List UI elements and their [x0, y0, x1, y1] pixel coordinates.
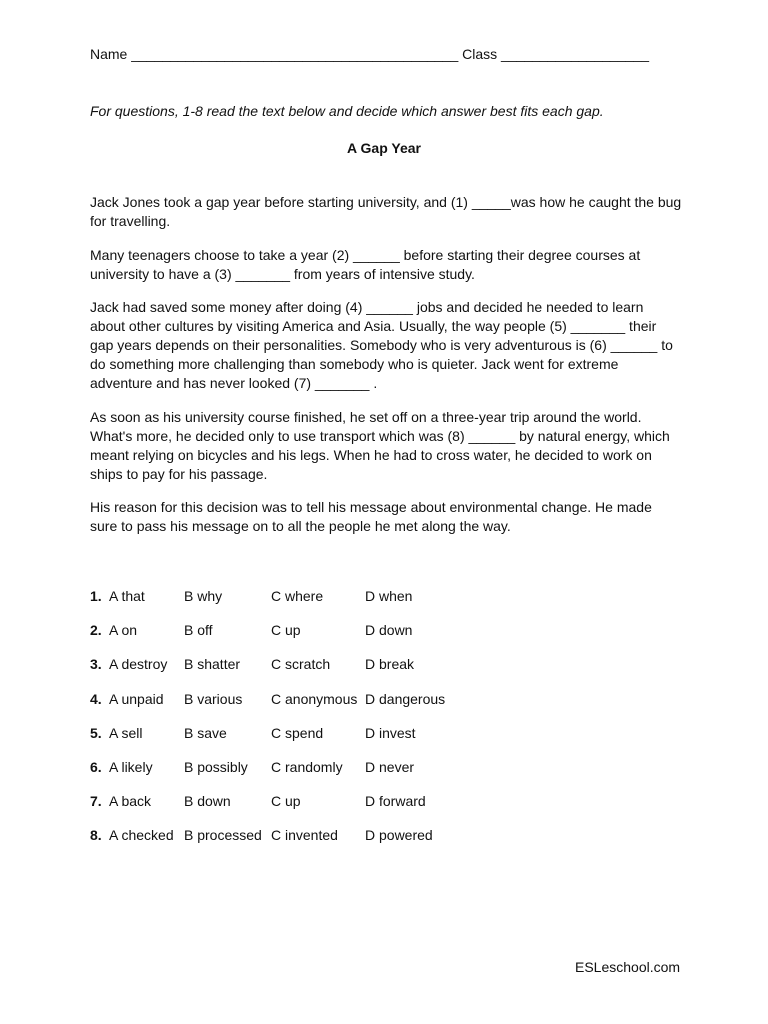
option-c: C scratch	[271, 656, 331, 673]
passage-paragraph: His reason for this decision was to tell his message about environmental change. He made sure to pass his message on to all the people he met along the way.	[90, 499, 652, 534]
instructions: For questions, 1-8 read the text below and decide which answer best fits each gap.	[90, 103, 604, 119]
question-number: 1.	[90, 588, 102, 604]
option-c: C up	[271, 793, 301, 810]
option-d: D never	[365, 758, 415, 775]
option-b: B shatter	[184, 656, 241, 673]
question-number: 4.	[90, 690, 102, 707]
option-b: B various	[184, 690, 243, 707]
option-b: B why	[184, 588, 223, 604]
question-number: 3.	[90, 656, 102, 673]
page-title: A Gap Year	[347, 140, 421, 156]
option-d: D dangerous	[365, 690, 446, 707]
passage-paragraph: Jack had saved some money after doing (4) ______ jobs and decided he needed to learn about other cultures by visiting America and Asia. Usually, the way people (5) _______ their gap years depends on their personalities. Somebody who is very adventurous is (6) ______ to do something more challenging than somebody who is quieter. Jack went for extreme adventure and has never looked (7) _______ .	[90, 299, 673, 391]
option-b: B off	[184, 622, 213, 639]
passage-paragraph: Many teenagers choose to take a year (2) ______ before starting their degree courses at university to have a (3) _______ from years of intensive study.	[90, 246, 641, 282]
option-a: A sell	[109, 724, 143, 741]
name-class-line: Name __________________________________________ Class ___________________	[90, 46, 649, 62]
option-a: A likely	[109, 758, 153, 775]
option-c: C invented	[271, 827, 338, 844]
passage	[90, 193, 682, 551]
option-a: A on	[109, 622, 138, 639]
option-a: A unpaid	[109, 690, 164, 707]
option-c: C where	[271, 588, 324, 604]
option-b: B down	[184, 793, 231, 810]
option-c: C up	[271, 622, 301, 639]
option-d: D when	[365, 588, 413, 604]
option-d: D break	[365, 656, 415, 673]
option-a: A that	[109, 588, 145, 604]
question-number: 6.	[90, 758, 102, 775]
option-d: D invest	[365, 724, 416, 741]
passage-paragraph: Jack Jones took a gap year before starting university, and (1) _____was how he caught the bug for travelling.	[90, 194, 682, 229]
question-number: 8.	[90, 827, 102, 844]
option-a: A back	[109, 793, 152, 810]
option-b: B save	[184, 724, 227, 741]
question-number: 2.	[90, 622, 102, 639]
option-d: D powered	[365, 827, 433, 844]
footer-credit: ESLeschool.com	[575, 959, 681, 975]
option-b: B processed	[184, 827, 262, 844]
passage-paragraph: As soon as his university course finished, he set off on a three-year trip around the world. What's more, he decided only to use transport which was (8) ______ by natural energy, which meant relying on bicycles and his legs. When he had to cross water, he decided to work on ships to pay for his passage.	[90, 408, 670, 482]
option-a: A checked	[109, 827, 174, 844]
option-d: D forward	[365, 793, 426, 810]
option-d: D down	[365, 622, 413, 639]
option-c: C anonymous	[271, 690, 358, 707]
question-number: 7.	[90, 793, 102, 810]
option-b: B possibly	[184, 758, 248, 775]
question-number: 5.	[90, 724, 102, 741]
option-c: C randomly	[271, 758, 343, 775]
option-c: C spend	[271, 724, 324, 741]
option-a: A destroy	[109, 656, 168, 673]
